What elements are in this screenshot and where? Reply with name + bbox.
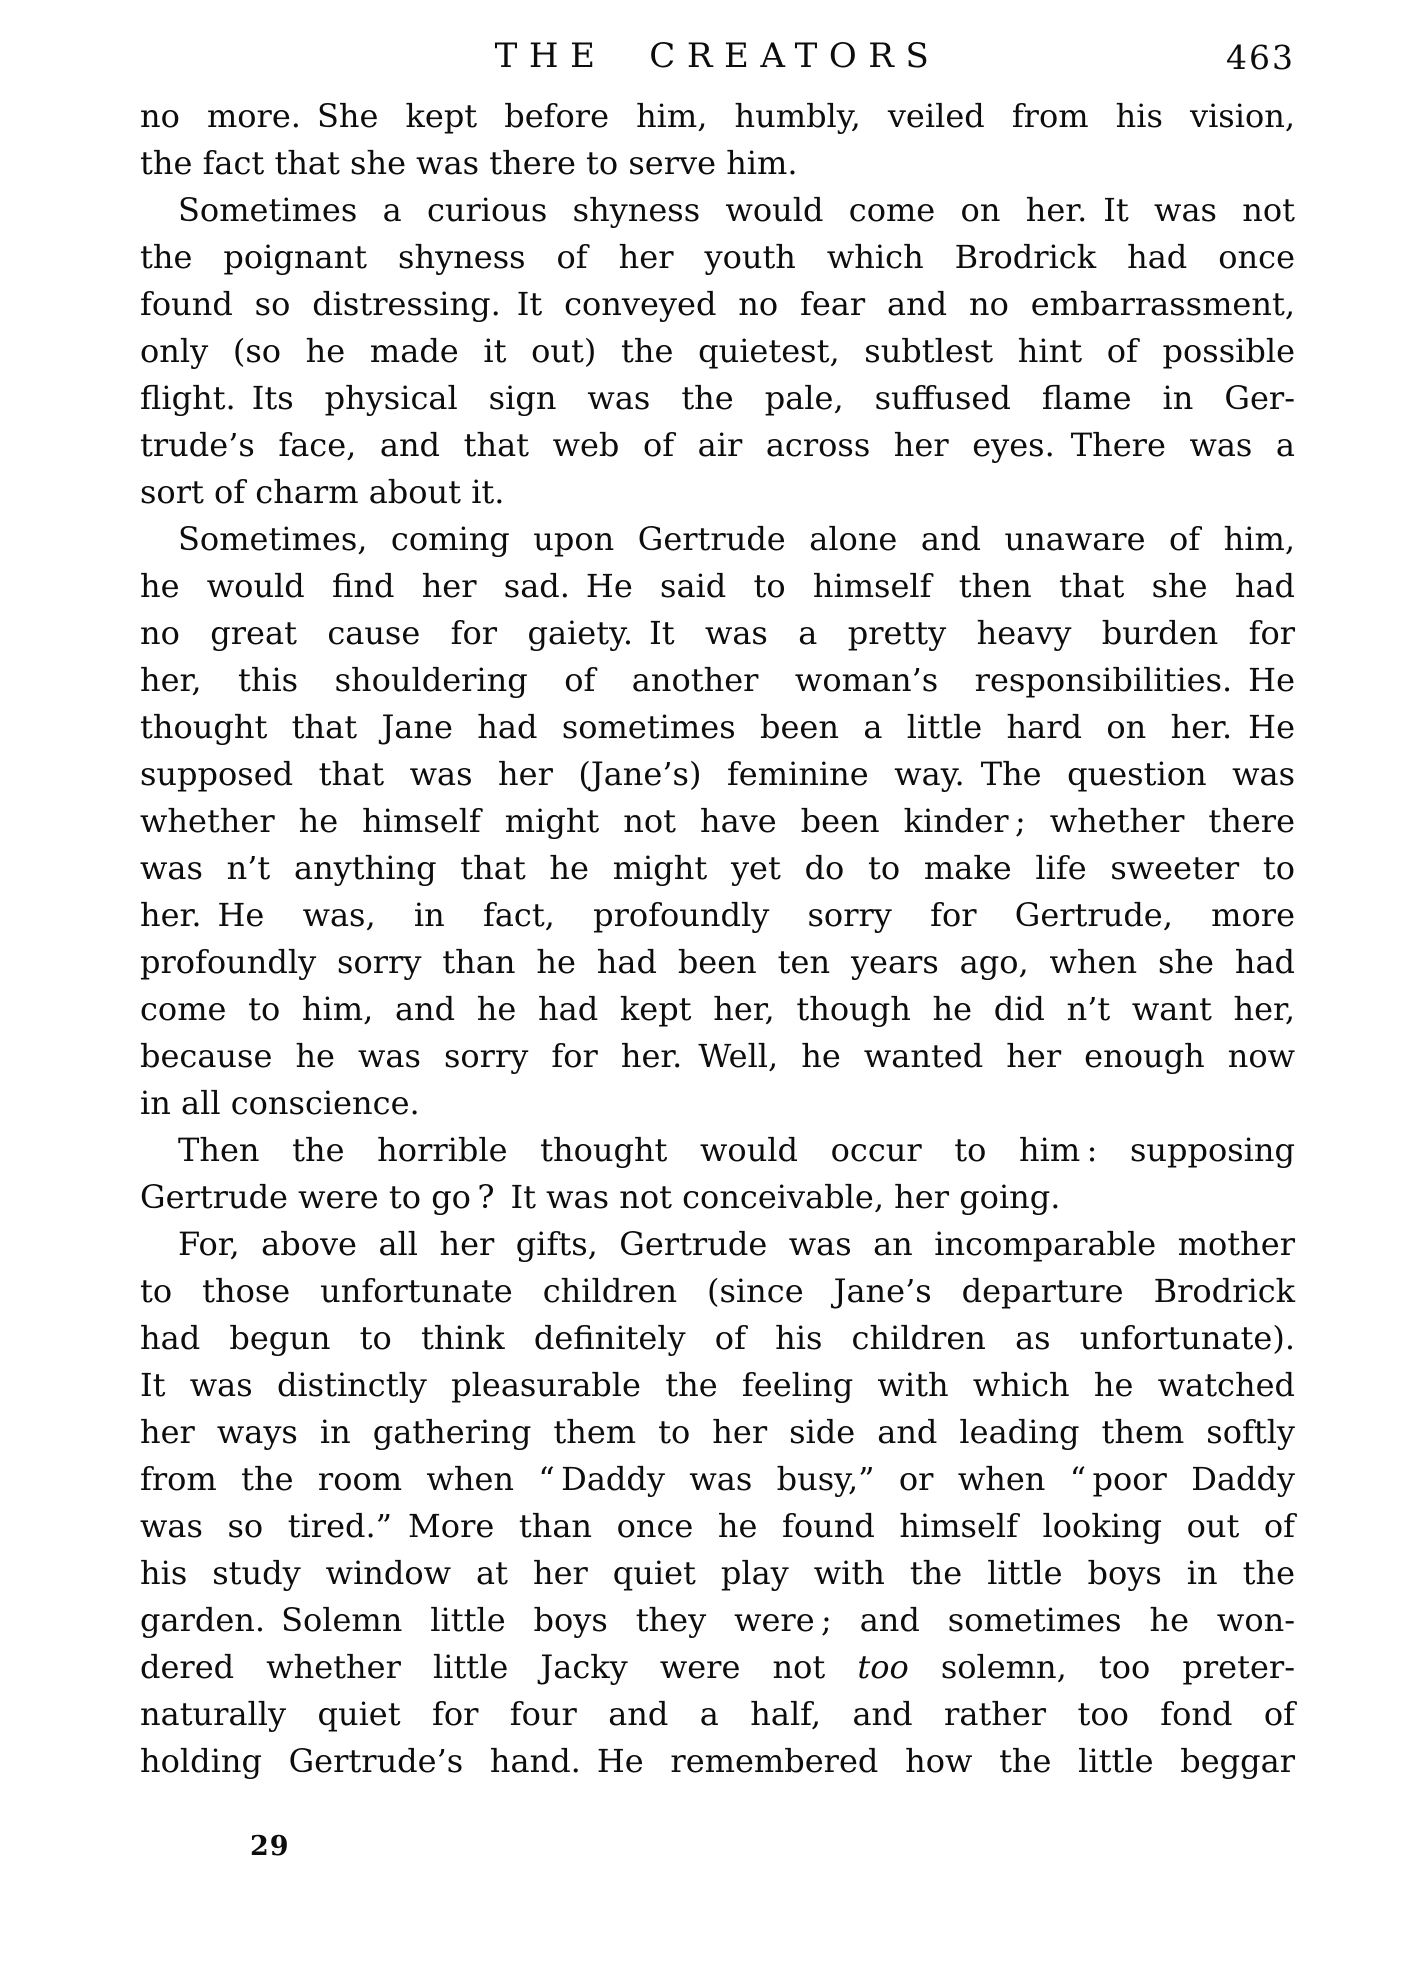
text-line: no more. She kept before him, humbly, veiled from his vision, — [140, 97, 1295, 135]
running-title: THE CREATORS — [494, 36, 941, 76]
text-line: because he was sorry for her. Well, he wanted her enough now — [140, 1037, 1295, 1075]
text-line: garden. Solemn little boys they were ; and sometimes he won- — [140, 1601, 1295, 1639]
signature-mark: 29 — [250, 1831, 290, 1862]
text-line: the poignant shyness of her youth which Brodrick had once — [140, 238, 1295, 276]
text-line: profoundly sorry than he had been ten years ago, when she had — [140, 943, 1295, 981]
text-line: found so distressing. It conveyed no fear and no embarrassment, — [140, 285, 1295, 323]
text-line: her, this shouldering of another woman’s responsibilities. He — [140, 661, 1295, 699]
text-line: from the room when “ Daddy was busy,” or when “ poor Daddy — [140, 1460, 1295, 1498]
text-line: trude’s face, and that web of air across her eyes. There was a — [140, 426, 1295, 464]
text-line: Sometimes a curious shyness would come on her. It was not — [178, 191, 1295, 229]
text-line: his study window at her quiet play with the little boys in the — [140, 1554, 1295, 1592]
text-line: only (so he made it out) the quietest, subtlest hint of possible — [140, 332, 1295, 370]
text-line: come to him, and he had kept her, though he did n’t want her, — [140, 990, 1295, 1028]
text-line: the fact that she was there to serve him. — [140, 144, 798, 182]
text-line: whether he himself might not have been kinder ; whether there — [140, 802, 1295, 840]
text-line: her ways in gathering them to her side and leading them softly — [140, 1413, 1295, 1451]
text-line: Sometimes, coming upon Gertrude alone and unaware of him, — [178, 520, 1295, 558]
text-line: Then the horrible thought would occur to him : supposing — [178, 1131, 1295, 1169]
text-line: had begun to think definitely of his children as unfortunate). — [140, 1319, 1295, 1357]
body-text — [140, 93, 1295, 1785]
text-line: her. He was, in fact, profoundly sorry for Gertrude, more — [140, 896, 1295, 934]
text-line: flight. Its physical sign was the pale, suffused flame in Ger- — [140, 379, 1295, 417]
text-line: in all conscience. — [140, 1084, 420, 1122]
page-number: 463 — [1226, 38, 1295, 77]
running-header — [140, 36, 1295, 86]
text-line: supposed that was her (Jane’s) feminine way. The question was — [140, 755, 1295, 793]
text-line: sort of charm about it. — [140, 473, 505, 511]
text-line: was so tired.” More than once he found himself looking out of — [140, 1507, 1295, 1545]
text-line: For, above all her gifts, Gertrude was an incomparable mother — [178, 1225, 1295, 1263]
text-line: dered whether little Jacky were not too solemn, too preter- — [140, 1648, 1296, 1686]
text-line: thought that Jane had sometimes been a little hard on her. He — [140, 708, 1295, 746]
text-line: naturally quiet for four and a half, and rather too fond of — [140, 1695, 1295, 1733]
text-line: Gertrude were to go ? It was not conceivable, her going. — [140, 1178, 1061, 1216]
text-line: It was distinctly pleasurable the feeling with which he watched — [140, 1366, 1295, 1404]
text-line: was n’t anything that he might yet do to make life sweeter to — [140, 849, 1295, 887]
text-line: he would find her sad. He said to himself then that she had — [140, 567, 1295, 605]
text-line: no great cause for gaiety. It was a pretty heavy burden for — [140, 614, 1295, 652]
text-line: to those unfortunate children (since Jane’s departure Brodrick — [140, 1272, 1295, 1310]
text-line: holding Gertrude’s hand. He remembered how the little beggar — [140, 1742, 1295, 1780]
